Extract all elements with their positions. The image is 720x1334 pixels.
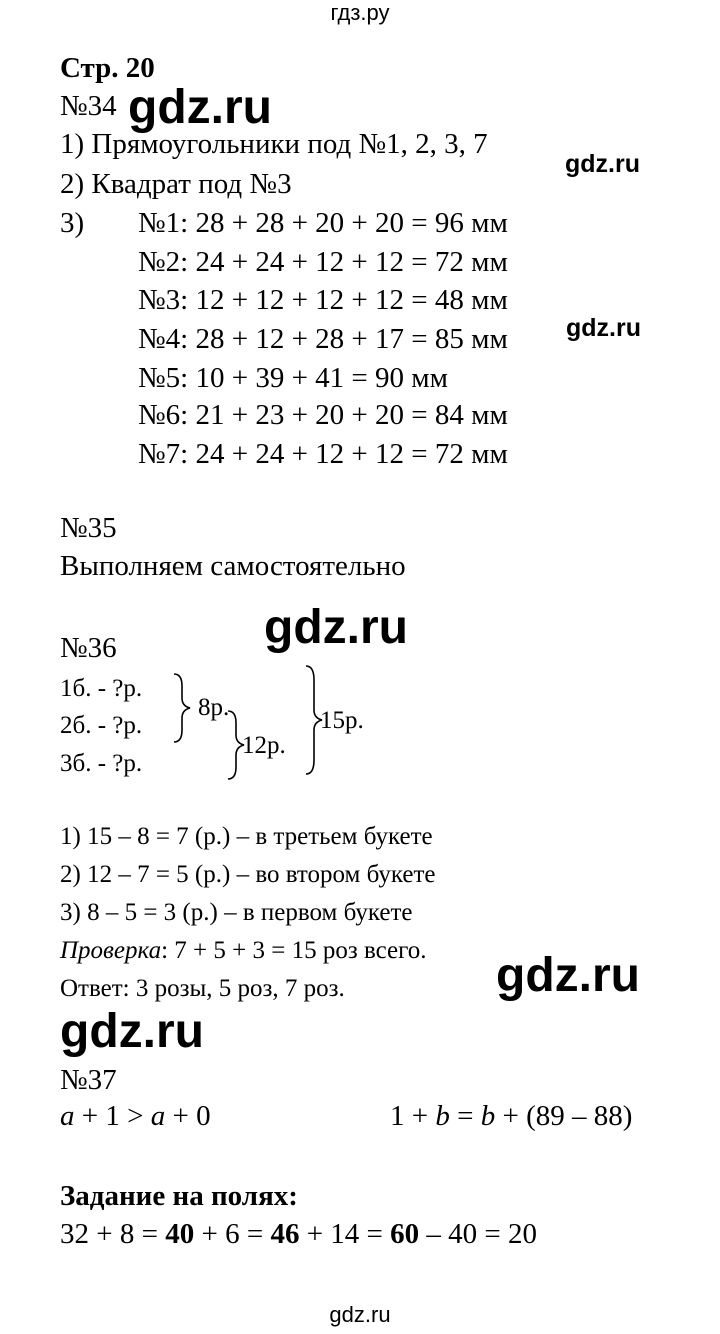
task34-row-5: №5: 10 + 39 + 41 = 90 мм — [138, 362, 448, 394]
watermark-5: gdz.ru — [496, 949, 640, 1002]
mt-part-3: + 14 = — [299, 1218, 391, 1250]
task35-text: Выполняем самостоятельно — [60, 550, 406, 582]
task35-number: №35 — [60, 512, 117, 544]
margin-task-expr — [60, 1220, 537, 1249]
label-12: 12р. — [242, 732, 286, 759]
label-8: 8р. — [198, 694, 230, 721]
expr2-head: 1 + — [390, 1100, 436, 1132]
task37-expr2 — [390, 1102, 632, 1131]
watermark-4: gdz.ru — [264, 601, 408, 654]
watermark-1: gdz.ru — [128, 81, 272, 134]
mt-part-2: + 6 = — [194, 1218, 271, 1250]
mt-bold-1: 40 — [165, 1218, 195, 1250]
task36-step-3: 3) 8 – 5 = 3 (р.) – в первом букете — [60, 899, 413, 926]
task34-row-1: №1: 28 + 28 + 20 + 20 = 96 мм — [138, 207, 508, 239]
mt-part-1: 32 + 8 = — [60, 1218, 166, 1250]
watermark-2: gdz.ru — [565, 150, 640, 178]
task36-answer: Ответ: 3 розы, 5 роз, 7 роз. — [60, 975, 345, 1002]
task34-row-2: №2: 24 + 24 + 12 + 12 = 72 мм — [138, 246, 508, 278]
mt-bold-3: 60 — [390, 1218, 420, 1250]
task36-step-2: 2) 12 – 7 = 5 (р.) – во втором букете — [60, 861, 436, 888]
site-header: гдз.ру — [330, 0, 390, 25]
mt-bold-2: 46 — [270, 1218, 300, 1250]
task37-expr1 — [60, 1102, 211, 1131]
page-title: Стр. 20 — [60, 52, 155, 84]
task34-row-3: №3: 12 + 12 + 12 + 12 = 48 мм — [138, 284, 508, 316]
task34-line1: 1) Прямоугольники под №1, 2, 3, 7 — [60, 128, 488, 160]
var-b: b — [480, 1100, 496, 1132]
check-label: Проверка — [60, 937, 162, 964]
expr1-mid: + 1 > — [74, 1100, 151, 1132]
margin-task-title: Задание на полях: — [60, 1180, 298, 1212]
brace-8 — [170, 672, 200, 744]
expr2-mid: = — [449, 1100, 481, 1132]
task36-item-2: 2б. - ?р. — [60, 712, 143, 739]
task36-check — [60, 938, 426, 963]
site-footer: gdz.ru — [329, 1302, 391, 1327]
expr1-tail: + 0 — [165, 1100, 211, 1132]
var-a: a — [150, 1100, 166, 1132]
task34-line2: 2) Квадрат под №3 — [60, 168, 292, 200]
task36-step-1: 1) 15 – 8 = 7 (р.) – в третьем букете — [60, 823, 433, 850]
label-15: 15р. — [320, 707, 364, 734]
var-a: a — [60, 1100, 75, 1132]
var-b: b — [435, 1100, 450, 1132]
task34-row-6: №6: 21 + 23 + 20 + 20 = 84 мм — [138, 399, 508, 431]
task34-row-4: №4: 28 + 12 + 28 + 17 = 85 мм — [138, 323, 508, 355]
task36-number: №36 — [60, 632, 117, 664]
task34-number: №34 — [60, 90, 117, 122]
task36-item-3: 3б. - ?р. — [60, 750, 143, 777]
task34-row-7: №7: 24 + 24 + 12 + 12 = 72 мм — [138, 438, 508, 470]
task37-number: №37 — [60, 1064, 117, 1096]
check-text: : 7 + 5 + 3 = 15 роз всего. — [161, 937, 427, 964]
expr2-tail: + (89 – 88) — [495, 1100, 633, 1132]
watermark-6: gdz.ru — [60, 1005, 204, 1058]
task36-item-1: 1б. - ?р. — [60, 675, 143, 702]
watermark-3: gdz.ru — [566, 314, 641, 342]
task34-line3-label: 3) — [60, 207, 85, 239]
mt-part-4: – 40 = 20 — [419, 1218, 538, 1250]
